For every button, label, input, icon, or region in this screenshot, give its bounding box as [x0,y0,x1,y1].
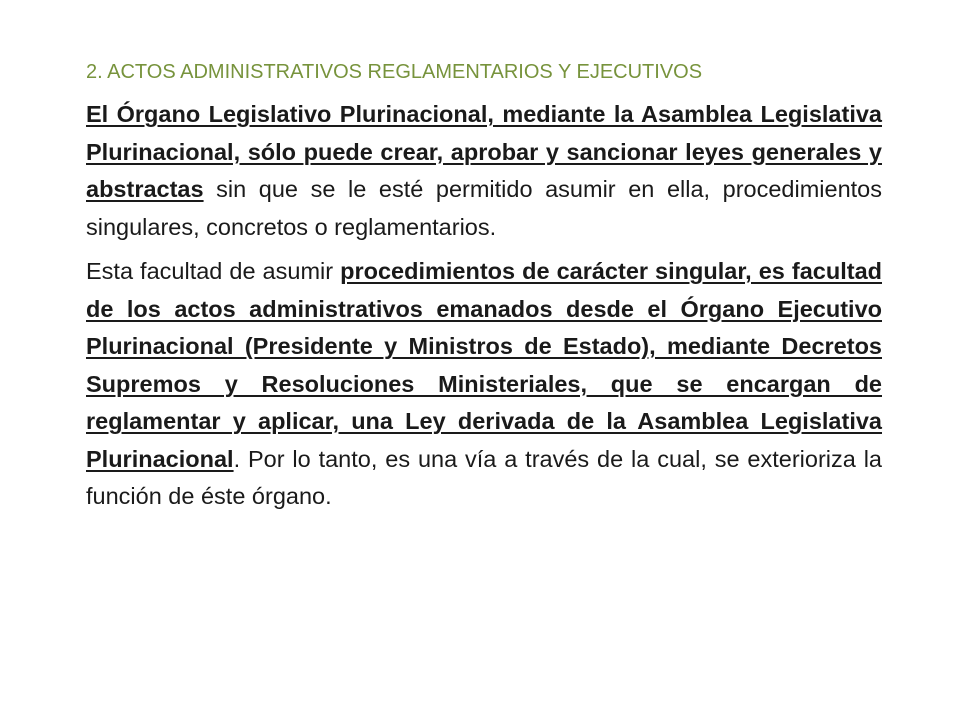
paragraph-1-emphasis: El Órgano Legislativo Plurinacional, mediante la Asamblea Legislativa Plurinacional, sólo puede crear, aprobar y sancionar leyes generales y abstractas [86,101,882,202]
slide-content [86,58,882,516]
paragraph-2-text: . Por lo tanto, es una vía a través de la cual, se exterioriza la función de éste órgano. [86,445,882,509]
paragraph-legislative-organ [86,96,882,246]
paragraph-2-emphasis: procedimientos de carácter singular, es facultad de los actos administrativos emanados desde el Órgano Ejecutivo Plurinacional (Presidente y Ministros de Estado), mediante Decretos Supremos y Resoluciones Ministeriales, que se encargan de reglamentar y aplicar, una Ley derivada de la Asamblea Legislativa Plurinacional [86,258,882,472]
paragraph-2-lead: Esta facultad de asumir [86,258,341,284]
slide-heading: 2. ACTOS ADMINISTRATIVOS REGLAMENTARIOS Y EJECUTIVOS [86,61,703,83]
paragraph-1-text: sin que se le esté permitido asumir en ella, procedimientos singulares, concretos o reglamentarios. [86,176,882,240]
paragraph-executive-organ [86,253,882,516]
